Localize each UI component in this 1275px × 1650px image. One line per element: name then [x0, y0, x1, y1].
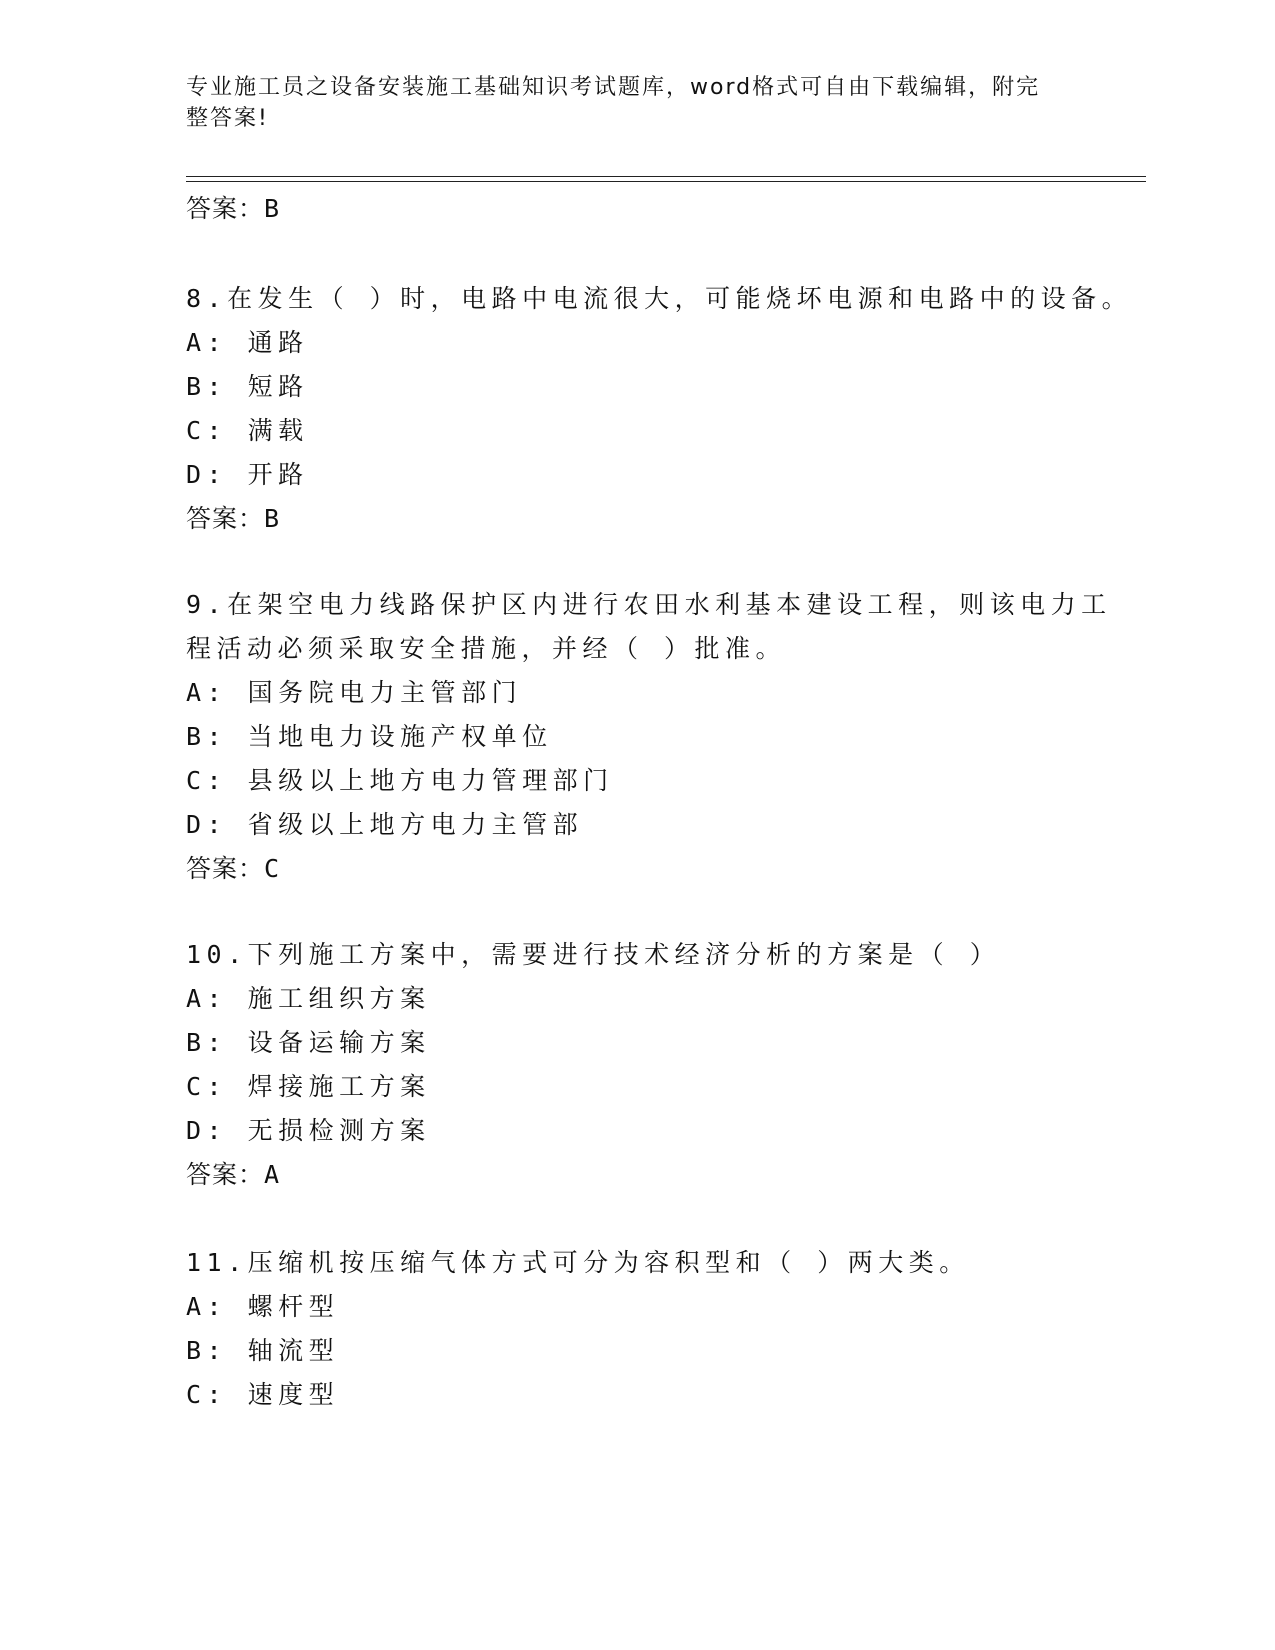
question-8-option-b: [186, 372, 309, 402]
header-divider-top: [186, 176, 1146, 177]
question-text-line: 在发生（ ）时，电路中电流很大，可能烧坏电源和电路中的设备。: [227, 284, 1133, 313]
question-9-option-c: [186, 766, 614, 796]
option-text: 省级以上地方电力主管部: [247, 810, 584, 839]
question-8-text: [186, 284, 1132, 314]
question-10-option-b: [186, 1028, 431, 1058]
option-text: 县级以上地方电力管理部门: [247, 766, 614, 795]
option-text: 施工组织方案: [247, 984, 431, 1013]
option-text: 无损检测方案: [247, 1116, 431, 1145]
question-number: 11.: [186, 1248, 248, 1277]
question-9-answer: [186, 854, 280, 884]
question-11-option-a: [186, 1292, 339, 1322]
answer-line: [186, 194, 280, 224]
question-11-option-b: [186, 1336, 339, 1366]
option-key: D:: [186, 810, 228, 839]
document-header: [186, 72, 1066, 134]
option-key: C:: [186, 1380, 228, 1409]
option-key: A:: [186, 984, 228, 1013]
question-number: 9.: [186, 590, 228, 619]
option-key: B:: [186, 722, 228, 751]
answer-value: C: [264, 854, 281, 883]
option-text: 开路: [247, 460, 309, 489]
option-text: 满载: [247, 416, 309, 445]
option-key: B:: [186, 1028, 228, 1057]
question-9-option-d: [186, 810, 583, 840]
answer-label: 答案：: [186, 194, 265, 223]
question-9-text-line-1: [186, 590, 1112, 620]
question-9-option-a: [186, 678, 522, 708]
answer-label: 答案：: [186, 1160, 265, 1189]
question-10-text: [186, 940, 1000, 970]
option-text: 焊接施工方案: [247, 1072, 431, 1101]
header-divider-bottom: [186, 181, 1146, 182]
answer-value: A: [264, 1160, 281, 1189]
question-8-option-d: [186, 460, 309, 490]
question-text-line: 下列施工方案中，需要进行技术经济分析的方案是（ ）: [247, 940, 1001, 969]
question-11-option-c: [186, 1380, 339, 1410]
option-text: 速度型: [247, 1380, 340, 1409]
question-10-option-a: [186, 984, 431, 1014]
question-number: 8.: [186, 284, 228, 313]
question-10-option-d: [186, 1116, 431, 1146]
question-8-option-c: [186, 416, 309, 446]
question-text-line: 在架空电力线路保护区内进行农田水利基本建设工程，则该电力工: [227, 590, 1112, 619]
option-key: A:: [186, 678, 228, 707]
header-line-1: 专业施工员之设备安装施工基础知识考试题库，word格式可自由下载编辑，附完: [186, 75, 1041, 100]
option-text: 国务院电力主管部门: [247, 678, 523, 707]
option-key: D:: [186, 460, 228, 489]
question-10-option-c: [186, 1072, 431, 1102]
option-text: 通路: [247, 328, 309, 357]
option-key: C:: [186, 766, 228, 795]
option-text: 短路: [247, 372, 309, 401]
option-key: D:: [186, 1116, 228, 1145]
option-key: A:: [186, 1292, 228, 1321]
option-key: B:: [186, 1336, 228, 1365]
option-key: C:: [186, 1072, 228, 1101]
question-9-text-line-2: [186, 634, 786, 664]
option-text: 设备运输方案: [247, 1028, 431, 1057]
option-text: 螺杆型: [247, 1292, 340, 1321]
option-text: 当地电力设施产权单位: [247, 722, 553, 751]
answer-value: B: [264, 504, 281, 533]
question-10-answer: [186, 1160, 280, 1190]
question-11-text: [186, 1248, 970, 1278]
question-text-line: 程活动必须采取安全措施，并经（ ）批准。: [186, 634, 787, 663]
question-text-line: 压缩机按压缩气体方式可分为容积型和（ ）两大类。: [247, 1248, 970, 1277]
question-8-option-a: [186, 328, 309, 358]
question-8-answer: [186, 504, 280, 534]
question-number: 10.: [186, 940, 248, 969]
answer-value: B: [264, 194, 281, 223]
header-line-2: 整答案!: [186, 106, 269, 131]
option-text: 轴流型: [247, 1336, 340, 1365]
option-key: C:: [186, 416, 228, 445]
question-9-option-b: [186, 722, 553, 752]
answer-label: 答案：: [186, 854, 265, 883]
option-key: B:: [186, 372, 228, 401]
answer-label: 答案：: [186, 504, 265, 533]
option-key: A:: [186, 328, 228, 357]
